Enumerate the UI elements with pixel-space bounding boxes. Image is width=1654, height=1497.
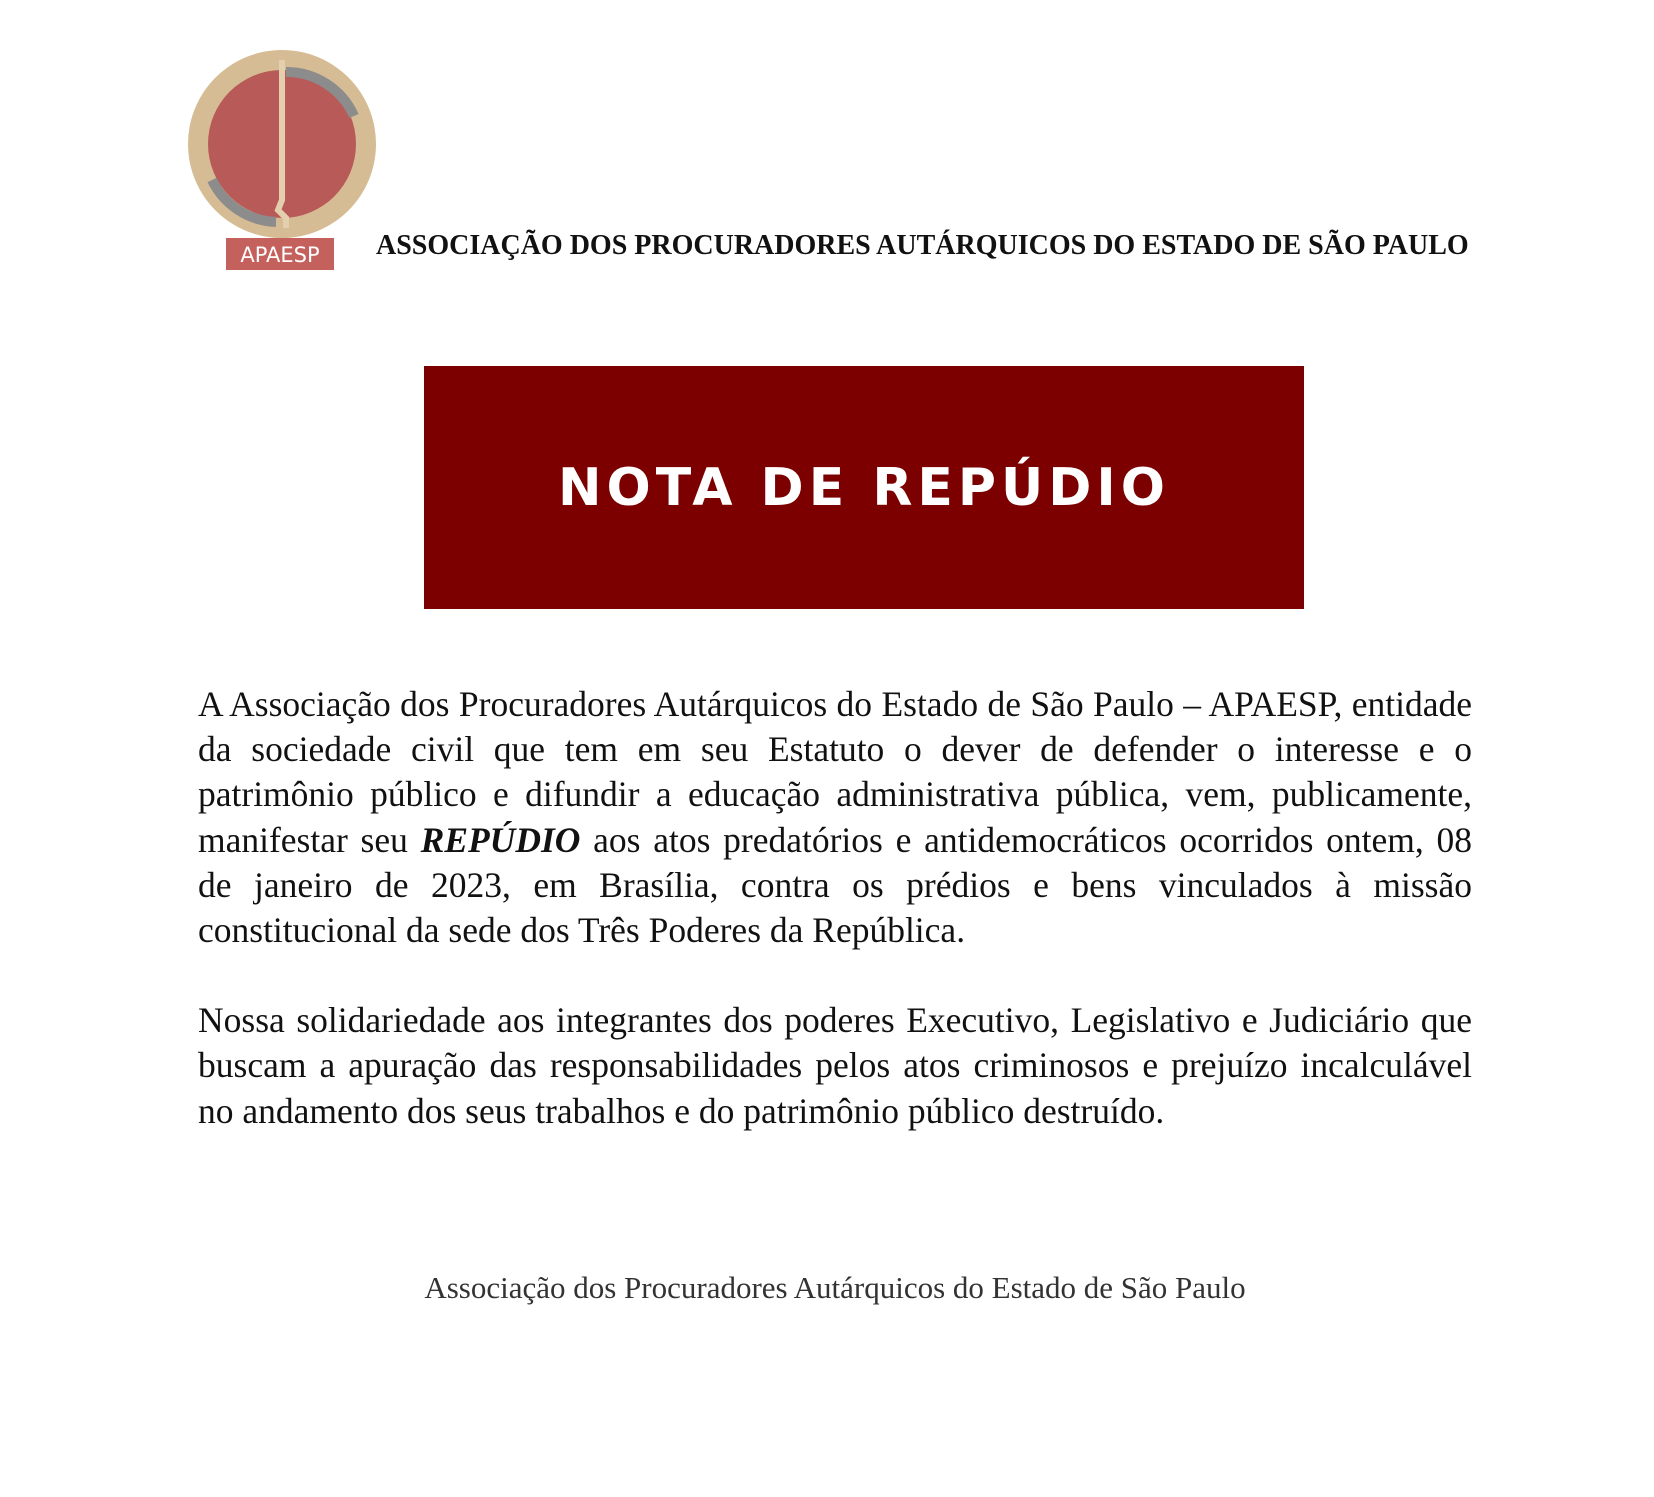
paragraph-solidarity: Nossa solidariedade aos integrantes dos poderes Executivo, Legislativo e Judiciário que buscam a apuração das responsabilidades pelos atos criminosos e prejuízo incalculável no andamento dos seus trabalhos e do patrimônio público destruído. (198, 1000, 1472, 1131)
paragraph-1-after: aos atos predatórios e antidemocráticos ocorridos ontem, 08 de janeiro de 2023, em Brasília, contra os prédios e bens vinculados à missão constitucional da sede dos Três Poderes da República. (198, 819, 1473, 951)
apaesp-seal-icon (186, 50, 386, 280)
title-banner (424, 366, 1304, 609)
statement-body (198, 682, 1472, 1134)
logo-label: APAESP (240, 243, 320, 267)
signature: Associação dos Procuradores Autárquicos do Estado de São Paulo (424, 1270, 1246, 1305)
apaesp-logo (186, 50, 386, 280)
organization-header: ASSOCIAÇÃO DOS PROCURADORES AUTÁRQUICOS DO ESTADO DE SÃO PAULO (376, 230, 1469, 261)
repudio-emphasis: REPÚDIO (420, 819, 581, 860)
banner-title: NOTA DE REPÚDIO (558, 457, 1170, 518)
paragraph-1-before: A Associação dos Procuradores Autárquicos do Estado de São Paulo – APAESP, entidade da sociedade civil que tem em seu Estatuto o dever de defender o interesse e o patrimônio público e difundir a educação administrativa pública, vem, publicamente, manifestar seu (198, 684, 1472, 860)
paragraph-repudiation (198, 682, 1472, 953)
